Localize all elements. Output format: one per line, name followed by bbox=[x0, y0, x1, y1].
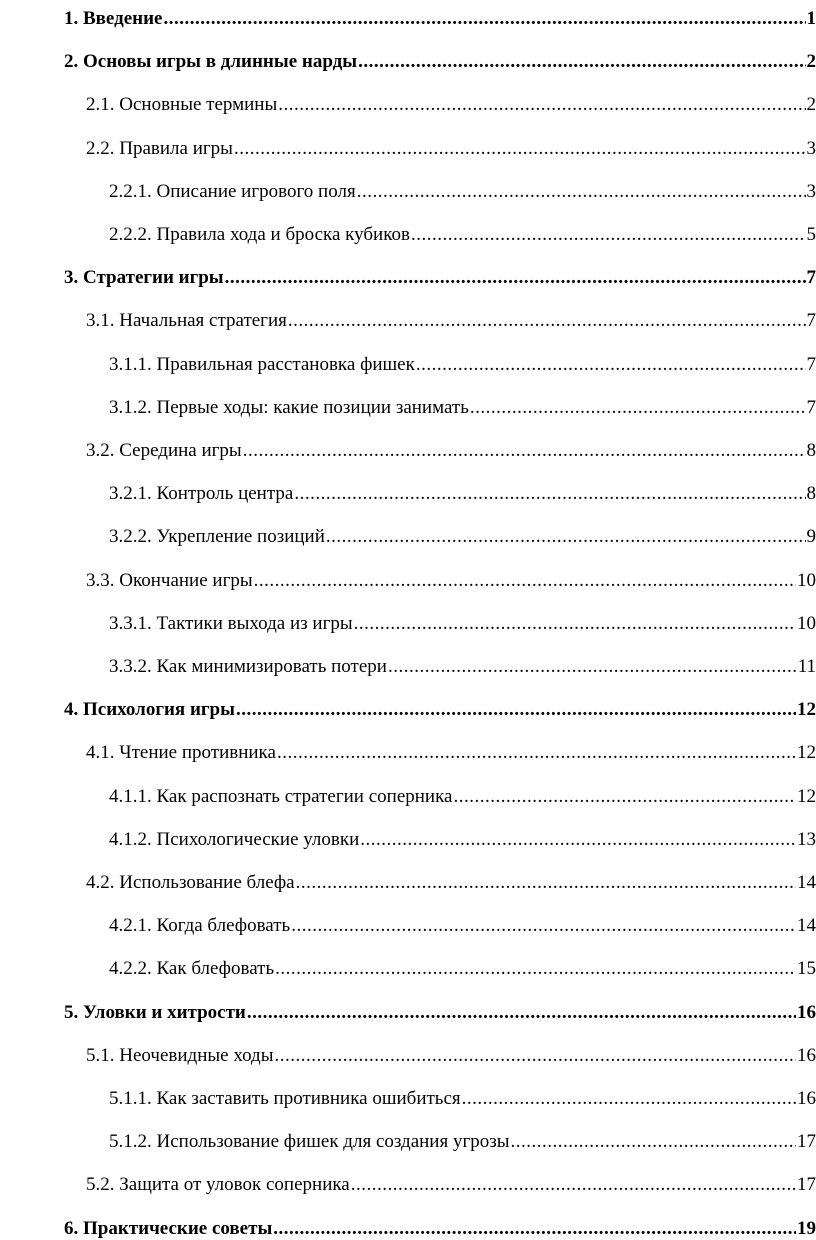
toc-entry-title: 4.2.2. Как блефовать bbox=[109, 958, 274, 980]
toc-entry-title: 3.2.1. Контроль центра bbox=[109, 483, 293, 505]
toc-dot-leader bbox=[254, 570, 796, 592]
toc-page-number: 5 bbox=[807, 224, 816, 246]
toc-page-number: 8 bbox=[807, 440, 816, 462]
toc-dot-leader bbox=[278, 94, 805, 116]
toc-entry-title: 2.2.1. Описание игрового поля bbox=[109, 181, 356, 203]
toc-entry[interactable] bbox=[86, 434, 816, 462]
toc-dot-leader bbox=[236, 699, 796, 721]
toc-entry[interactable] bbox=[109, 1082, 816, 1110]
toc-dot-leader bbox=[354, 613, 796, 635]
toc-entry[interactable] bbox=[109, 348, 816, 376]
toc-entry[interactable] bbox=[109, 909, 816, 937]
toc-dot-leader bbox=[247, 1002, 796, 1024]
toc-entry-title: 3.2. Середина игры bbox=[86, 440, 242, 462]
toc-entry[interactable] bbox=[109, 218, 816, 246]
toc-page-number: 16 bbox=[797, 1002, 816, 1024]
toc-page-number: 16 bbox=[797, 1045, 816, 1067]
toc-page-number: 7 bbox=[807, 267, 816, 289]
toc-page-number: 10 bbox=[797, 570, 816, 592]
toc-entry-title: 5.1.2. Использование фишек для создания угрозы bbox=[109, 1131, 510, 1153]
toc-entry[interactable] bbox=[64, 261, 816, 289]
toc-entry[interactable] bbox=[86, 88, 816, 116]
toc-dot-leader bbox=[225, 267, 806, 289]
toc-dot-leader bbox=[357, 181, 806, 203]
toc-entry[interactable] bbox=[109, 175, 816, 203]
toc-page-number: 17 bbox=[797, 1131, 816, 1153]
toc-entry[interactable] bbox=[64, 2, 816, 30]
toc-page-number: 14 bbox=[797, 872, 816, 894]
toc-entry-title: 4.1. Чтение противника bbox=[86, 742, 276, 764]
toc-entry[interactable] bbox=[109, 780, 816, 808]
toc-entry[interactable] bbox=[86, 304, 816, 332]
toc-page-number: 7 bbox=[807, 397, 816, 419]
toc-entry-title: 5.2. Защита от уловок соперника bbox=[86, 1174, 350, 1196]
toc-entry-title: 4.1.1. Как распознать стратегии соперника bbox=[109, 786, 452, 808]
toc-page-number: 12 bbox=[797, 742, 816, 764]
toc-dot-leader bbox=[470, 397, 806, 419]
toc-entry[interactable] bbox=[109, 823, 816, 851]
toc-dot-leader bbox=[275, 1045, 797, 1067]
toc-entry[interactable] bbox=[109, 391, 816, 419]
toc-page-number: 3 bbox=[807, 138, 816, 160]
toc-entry[interactable] bbox=[109, 477, 816, 505]
toc-entry-title: 5.1.1. Как заставить противника ошибиться bbox=[109, 1088, 461, 1110]
toc-dot-leader bbox=[291, 915, 796, 937]
toc-entry[interactable] bbox=[86, 866, 816, 894]
toc-entry-title: 3.3.1. Тактики выхода из игры bbox=[109, 613, 353, 635]
toc-entry-title: 2. Основы игры в длинные нарды bbox=[64, 51, 357, 73]
toc-page-number: 12 bbox=[797, 786, 816, 808]
toc-entry-title: 4.2. Использование блефа bbox=[86, 872, 295, 894]
toc-dot-leader bbox=[288, 310, 806, 332]
toc-entry-title: 2.2. Правила игры bbox=[86, 138, 233, 160]
toc-entry-title: 1. Введение bbox=[64, 8, 163, 30]
toc-entry[interactable] bbox=[86, 564, 816, 592]
toc-page-number: 2 bbox=[807, 51, 816, 73]
toc-page-number: 10 bbox=[797, 613, 816, 635]
toc-entry[interactable] bbox=[109, 520, 816, 548]
toc-dot-leader bbox=[416, 354, 806, 376]
toc-entry-title: 4. Психология игры bbox=[64, 699, 235, 721]
toc-dot-leader bbox=[453, 786, 796, 808]
toc-entry-title: 3. Стратегии игры bbox=[64, 267, 224, 289]
toc-page-number: 8 bbox=[807, 483, 816, 505]
toc-dot-leader bbox=[296, 872, 796, 894]
toc-entry[interactable] bbox=[109, 650, 816, 678]
toc-dot-leader bbox=[243, 440, 806, 462]
toc-page-number: 15 bbox=[797, 958, 816, 980]
toc-dot-leader bbox=[388, 656, 797, 678]
toc-entry-title: 3.1.1. Правильная расстановка фишек bbox=[109, 354, 415, 376]
toc-dot-leader bbox=[275, 958, 796, 980]
toc-dot-leader bbox=[462, 1088, 796, 1110]
toc-entry-title: 3.2.2. Укрепление позиций bbox=[109, 526, 325, 548]
toc-entry-title: 5.1. Неочевидные ходы bbox=[86, 1045, 274, 1067]
toc-page-number: 1 bbox=[807, 8, 816, 30]
toc-dot-leader bbox=[273, 1218, 796, 1240]
toc-entry[interactable] bbox=[64, 45, 816, 73]
toc-entry-title: 3.3. Окончание игры bbox=[86, 570, 253, 592]
toc-entry-title: 3.1.2. Первые ходы: какие позиции занимать bbox=[109, 397, 469, 419]
toc-entry-title: 4.2.1. Когда блефовать bbox=[109, 915, 290, 937]
toc-dot-leader bbox=[411, 224, 806, 246]
toc-entry-title: 3.3.2. Как минимизировать потери bbox=[109, 656, 387, 678]
toc-page-number: 19 bbox=[797, 1218, 816, 1240]
toc-dot-leader bbox=[294, 483, 805, 505]
toc-page-number: 13 bbox=[797, 829, 816, 851]
toc-page-number: 17 bbox=[797, 1174, 816, 1196]
toc-entry[interactable] bbox=[86, 1168, 816, 1196]
toc-dot-leader bbox=[360, 829, 796, 851]
toc-page-number: 11 bbox=[798, 656, 816, 678]
toc-dot-leader bbox=[511, 1131, 796, 1153]
toc-entry-title: 2.2.2. Правила хода и броска кубиков bbox=[109, 224, 410, 246]
toc-page-number: 12 bbox=[797, 699, 816, 721]
toc-entry-title: 2.1. Основные термины bbox=[86, 94, 277, 116]
toc-entry[interactable] bbox=[109, 952, 816, 980]
toc-entry-title: 4.1.2. Психологические уловки bbox=[109, 829, 359, 851]
toc-entry[interactable] bbox=[86, 1039, 816, 1067]
toc-entry[interactable] bbox=[86, 736, 816, 764]
toc-page-number: 7 bbox=[807, 310, 816, 332]
toc-page-number: 7 bbox=[807, 354, 816, 376]
toc-dot-leader bbox=[358, 51, 805, 73]
toc-page-number: 3 bbox=[807, 181, 816, 203]
toc-dot-leader bbox=[277, 742, 796, 764]
toc-page-number: 14 bbox=[797, 915, 816, 937]
toc-entry[interactable] bbox=[64, 996, 816, 1024]
toc-entry-title: 3.1. Начальная стратегия bbox=[86, 310, 287, 332]
toc-dot-leader bbox=[326, 526, 806, 548]
toc-entry[interactable] bbox=[86, 132, 816, 160]
toc-page-number: 9 bbox=[807, 526, 816, 548]
toc-entry-title: 5. Уловки и хитрости bbox=[64, 1002, 246, 1024]
toc-entry[interactable] bbox=[109, 607, 816, 635]
toc-page-number: 2 bbox=[807, 94, 816, 116]
toc-page-number: 16 bbox=[797, 1088, 816, 1110]
toc-entry[interactable] bbox=[109, 1125, 816, 1153]
toc-entry-title: 6. Практические советы bbox=[64, 1218, 272, 1240]
toc-dot-leader bbox=[164, 8, 806, 30]
toc-dot-leader bbox=[351, 1174, 796, 1196]
toc-entry[interactable] bbox=[64, 693, 816, 721]
toc-dot-leader bbox=[234, 138, 806, 160]
